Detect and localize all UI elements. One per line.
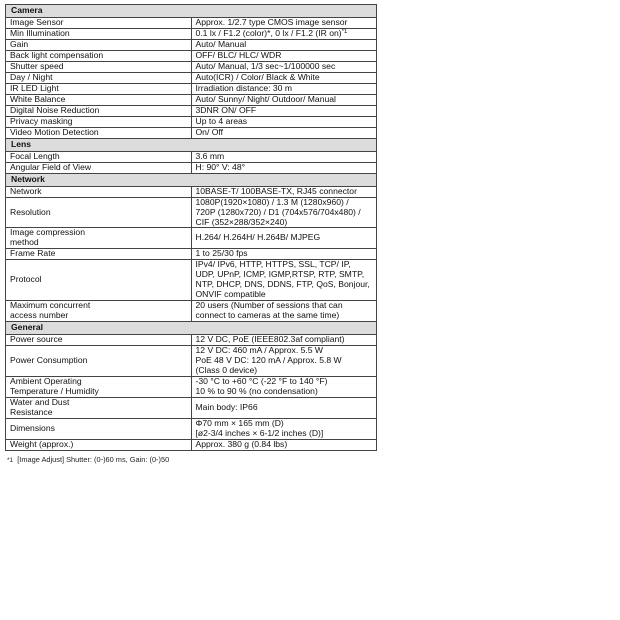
cell-line: (Class 0 device): [195, 365, 258, 376]
cell-line: method: [10, 237, 39, 248]
spec-row: [6, 83, 377, 94]
spec-value: Auto/ Manual, 1/3 sec~1/100000 sec: [191, 61, 377, 72]
spec-value-text: 0.1 lx / F1.2 (color)*, 0 lx / F1.2 (IR on): [195, 28, 342, 38]
spec-value: Auto/ Manual: [191, 39, 377, 50]
spec-key: White Balance: [6, 94, 192, 105]
spec-value: [191, 301, 377, 322]
spec-value: OFF/ BLC/ HLC/ WDR: [191, 50, 377, 61]
spec-row: [6, 301, 377, 322]
spec-value: Main body: IP66: [191, 398, 377, 419]
spec-key: [6, 228, 192, 249]
spec-key: Resolution: [6, 197, 192, 228]
spec-value: 3.6 mm: [191, 151, 377, 162]
spec-key: Privacy masking: [6, 116, 192, 127]
spec-row: [6, 377, 377, 398]
cell-line: PoE 48 V DC: 120 mA / Approx. 5.8 W: [195, 355, 342, 366]
cell-line: 1080P(1920×1080) / 1.3 M (1280x960) /: [195, 197, 349, 207]
cell-line: 10 % to 90 % (no condensation): [195, 386, 318, 397]
section-header-lens: [6, 138, 377, 151]
section-title: Camera: [6, 5, 377, 18]
spec-key: Video Motion Detection: [6, 127, 192, 138]
spec-value: 10BASE-T/ 100BASE-TX, RJ45 connector: [191, 186, 377, 197]
cell-line: [ø2-3/4 inches × 6-1/2 inches (D)]: [195, 427, 324, 438]
spec-key: Protocol: [6, 260, 192, 301]
spec-value: [191, 197, 377, 228]
spec-value: H: 90° V: 48°: [191, 162, 377, 173]
spec-value: 12 V DC, PoE (IEEE802.3af compliant): [191, 335, 377, 346]
cell-line: IPv4/ IPv6, HTTP, HTTPS, SSL, TCP/ IP,: [195, 259, 351, 270]
spec-key: Back light compensation: [6, 50, 192, 61]
spec-key: Focal Length: [6, 151, 192, 162]
spec-row: [6, 116, 377, 127]
spec-value: [191, 346, 377, 377]
spec-key: Shutter speed: [6, 61, 192, 72]
spec-key: Digital Noise Reduction: [6, 105, 192, 116]
spec-value: [191, 260, 377, 301]
spec-value: [191, 377, 377, 398]
cell-line: 12 V DC: 460 mA / Approx. 5.5 W: [195, 345, 324, 356]
spec-value: Approx. 380 g (0.84 lbs): [191, 439, 377, 450]
spec-row: [6, 260, 377, 301]
spec-value: 3DNR ON/ OFF: [191, 105, 377, 116]
spec-row: [6, 61, 377, 72]
spec-value: Up to 4 areas: [191, 116, 377, 127]
spec-key: Day / Night: [6, 72, 192, 83]
cell-line: Water and Dust: [10, 397, 70, 407]
spec-key: [6, 301, 192, 322]
spec-key: Frame Rate: [6, 249, 192, 260]
spec-key: Network: [6, 186, 192, 197]
spec-value: Auto(ICR) / Color/ Black & White: [191, 72, 377, 83]
spec-key: [6, 377, 192, 398]
spec-row: [6, 228, 377, 249]
cell-line: 720P (1280x720) / D1 (704x576/704x480) /: [195, 206, 361, 217]
spec-value: [191, 418, 377, 439]
spec-value: On/ Off: [191, 127, 377, 138]
spec-key: Weight (approx.): [6, 439, 192, 450]
spec-row: [6, 398, 377, 419]
cell-line: UDP, UPnP, ICMP, IGMP,RTSP, RTP, SMTP,: [195, 269, 365, 280]
spec-row: [6, 18, 377, 29]
spec-row: [6, 249, 377, 260]
cell-line: 20 users (Number of sessions that can: [195, 300, 343, 311]
cell-line: Temperature / Humidity: [10, 386, 99, 397]
footnote: [5, 455, 377, 464]
spec-value: Irradiation distance: 30 m: [191, 83, 377, 94]
spec-row: [6, 335, 377, 346]
footnote-text: [Image Adjust] Shutter: (0-)60 ms, Gain: (0-)50: [17, 454, 170, 464]
spec-row: [6, 162, 377, 173]
spec-key: Min Illumination: [6, 28, 192, 39]
spec-row: [6, 50, 377, 61]
spec-key: Power source: [6, 335, 192, 346]
spec-table: [5, 4, 377, 451]
spec-key: Power Consumption: [6, 346, 192, 377]
spec-key: Angular Field of View: [6, 162, 192, 173]
footnote-mark: *1: [7, 456, 14, 464]
spec-row: [6, 346, 377, 377]
cell-line: ONVIF compatible: [195, 289, 266, 300]
spec-row: [6, 151, 377, 162]
spec-row: [6, 28, 377, 39]
cell-line: -30 °C to +60 °C (-22 °F to 140 °F): [195, 376, 328, 387]
spec-row: [6, 72, 377, 83]
spec-row: [6, 186, 377, 197]
cell-line: Resistance: [10, 406, 53, 417]
spec-value: Approx. 1/2.7 type CMOS image sensor: [191, 18, 377, 29]
spec-value: H.264/ H.264H/ H.264B/ MJPEG: [191, 228, 377, 249]
spec-row: [6, 439, 377, 450]
section-title: Lens: [6, 138, 377, 151]
spec-key: IR LED Light: [6, 83, 192, 94]
cell-line: connect to cameras at the same time): [195, 310, 340, 321]
section-header-network: [6, 173, 377, 186]
spec-key: [6, 398, 192, 419]
cell-line: Ambient Operating: [10, 376, 82, 387]
section-header-general: [6, 322, 377, 335]
cell-line: Image compression: [10, 227, 85, 238]
spec-row: [6, 197, 377, 228]
cell-line: Maximum concurrent: [10, 300, 91, 311]
spec-value: [191, 28, 377, 39]
cell-line: Φ70 mm × 165 mm (D): [195, 418, 284, 428]
section-title: General: [6, 322, 377, 335]
cell-line: access number: [10, 310, 69, 321]
cell-line: NTP, DHCP, DNS, DDNS, FTP, QoS, Bonjour,: [195, 279, 370, 290]
spec-key: Gain: [6, 39, 192, 50]
section-header-camera: [6, 5, 377, 18]
section-title: Network: [6, 173, 377, 186]
spec-value: Auto/ Sunny/ Night/ Outdoor/ Manual: [191, 94, 377, 105]
spec-sheet: [5, 4, 377, 464]
spec-row: [6, 39, 377, 50]
footnote-ref: *1: [341, 28, 348, 35]
spec-row: [6, 105, 377, 116]
spec-value: 1 to 25/30 fps: [191, 249, 377, 260]
spec-key: Image Sensor: [6, 18, 192, 29]
spec-row: [6, 94, 377, 105]
cell-line: CIF (352×288/352×240): [195, 216, 288, 227]
spec-key: Dimensions: [6, 418, 192, 439]
spec-row: [6, 418, 377, 439]
spec-row: [6, 127, 377, 138]
